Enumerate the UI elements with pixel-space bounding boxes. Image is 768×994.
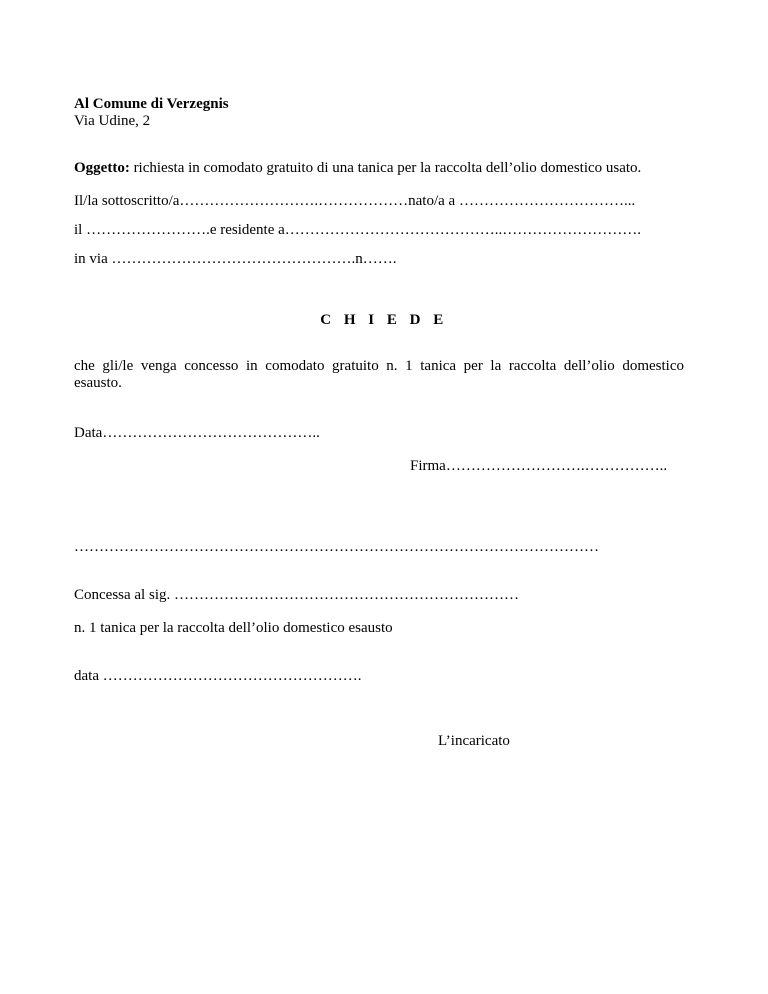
applicant-line-1: Il/la sottoscritto/a……………………….………………nato/a a ……………………………... [74, 193, 636, 209]
chiede-heading: C H I E D E [320, 312, 448, 328]
subject-label: Oggetto: [74, 160, 130, 176]
request-line-2: esausto. [74, 375, 122, 391]
granted-to-line: Concessa al sig. …………………………………………………………… [74, 587, 519, 603]
date-line: Data…………………………………….. [74, 425, 320, 441]
request-line-1: che gli/le venga concesso in comodato gratuito n. 1 tanica per la raccolta dell’olio domestico [74, 358, 684, 374]
recipient-name: Al Comune di Verzegnis [74, 96, 229, 112]
officer-label: L’incaricato [438, 733, 510, 749]
item-line: n. 1 tanica per la raccolta dell’olio domestico esausto [74, 620, 393, 636]
separator-line: …………………………………………………………………………………………… [74, 539, 599, 555]
applicant-line-2: il …………………….e residente a……………………………………..………………………. [74, 222, 642, 238]
recipient-address: Via Udine, 2 [74, 113, 151, 129]
subject-line [74, 160, 641, 177]
subject-text: richiesta in comodato gratuito di una tanica per la raccolta dell’olio domestico usato. [129, 160, 642, 176]
applicant-line-3: in via ………………………………………….n……. [74, 251, 397, 267]
office-date-line: data ……………………………………………. [74, 668, 362, 684]
signature-line: Firma……………………….…………….. [410, 458, 668, 474]
